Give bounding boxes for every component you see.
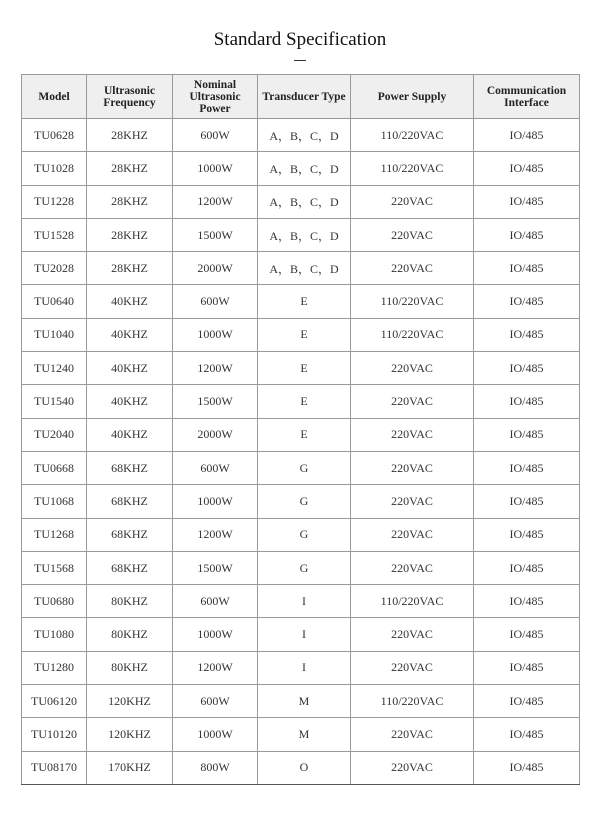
cell-power-supply: 220VAC [351, 518, 474, 551]
cell-model: TU1268 [22, 518, 87, 551]
cell-power: 800W [173, 751, 258, 784]
header-ultrasonic-frequency: Ultrasonic Frequency [87, 75, 173, 119]
cell-model: TU2040 [22, 418, 87, 451]
table-row [22, 618, 580, 651]
cell-power-supply: 220VAC [351, 252, 474, 285]
table-row [22, 152, 580, 185]
cell-interface: IO/485 [474, 119, 580, 152]
cell-power: 600W [173, 685, 258, 718]
cell-power-supply: 220VAC [351, 218, 474, 251]
cell-power-supply: 110/220VAC [351, 585, 474, 618]
cell-frequency: 68KHZ [87, 451, 173, 484]
table-row [22, 451, 580, 484]
cell-interface: IO/485 [474, 285, 580, 318]
cell-interface: IO/485 [474, 252, 580, 285]
cell-interface: IO/485 [474, 718, 580, 751]
title-underline [294, 60, 306, 61]
table-row [22, 285, 580, 318]
cell-frequency: 40KHZ [87, 318, 173, 351]
cell-power: 1500W [173, 551, 258, 584]
cell-frequency: 120KHZ [87, 718, 173, 751]
cell-power-supply: 220VAC [351, 618, 474, 651]
cell-power-supply: 220VAC [351, 185, 474, 218]
header-nominal-ultrasonic-power: Nominal Ultrasonic Power [173, 75, 258, 119]
cell-model: TU1568 [22, 551, 87, 584]
cell-model: TU1528 [22, 218, 87, 251]
cell-transducer-type: A，B，C，D [258, 252, 351, 285]
cell-power: 600W [173, 585, 258, 618]
table-row [22, 185, 580, 218]
cell-transducer-type: O [258, 751, 351, 784]
cell-power: 2000W [173, 418, 258, 451]
table-row [22, 685, 580, 718]
cell-frequency: 80KHZ [87, 651, 173, 684]
cell-frequency: 28KHZ [87, 152, 173, 185]
cell-model: TU1068 [22, 485, 87, 518]
cell-transducer-type: E [258, 385, 351, 418]
cell-frequency: 40KHZ [87, 385, 173, 418]
cell-interface: IO/485 [474, 751, 580, 784]
table-row [22, 718, 580, 751]
cell-interface: IO/485 [474, 485, 580, 518]
cell-power: 1500W [173, 385, 258, 418]
cell-frequency: 40KHZ [87, 285, 173, 318]
cell-power-supply: 220VAC [351, 551, 474, 584]
cell-frequency: 28KHZ [87, 218, 173, 251]
cell-interface: IO/485 [474, 585, 580, 618]
cell-frequency: 120KHZ [87, 685, 173, 718]
table-row [22, 385, 580, 418]
cell-transducer-type: I [258, 585, 351, 618]
table-header-row [22, 75, 580, 119]
cell-frequency: 28KHZ [87, 119, 173, 152]
cell-interface: IO/485 [474, 618, 580, 651]
cell-interface: IO/485 [474, 352, 580, 385]
table-row [22, 518, 580, 551]
table-row [22, 551, 580, 584]
cell-transducer-type: G [258, 518, 351, 551]
cell-power: 1500W [173, 218, 258, 251]
page-title: Standard Specification [213, 29, 387, 50]
cell-interface: IO/485 [474, 551, 580, 584]
cell-power: 600W [173, 451, 258, 484]
cell-model: TU10120 [22, 718, 87, 751]
table-row [22, 418, 580, 451]
cell-frequency: 80KHZ [87, 618, 173, 651]
cell-power: 1200W [173, 518, 258, 551]
specification-table [21, 74, 580, 785]
cell-frequency: 28KHZ [87, 252, 173, 285]
cell-model: TU2028 [22, 252, 87, 285]
cell-transducer-type: G [258, 485, 351, 518]
cell-model: TU0668 [22, 451, 87, 484]
cell-model: TU0628 [22, 119, 87, 152]
table-row [22, 751, 580, 784]
cell-power-supply: 220VAC [351, 485, 474, 518]
cell-transducer-type: G [258, 551, 351, 584]
table-row [22, 585, 580, 618]
cell-frequency: 28KHZ [87, 185, 173, 218]
header-model: Model [22, 75, 87, 119]
cell-transducer-type: A，B，C，D [258, 218, 351, 251]
cell-power-supply: 220VAC [351, 418, 474, 451]
cell-frequency: 68KHZ [87, 551, 173, 584]
header-power-supply: Power Supply [351, 75, 474, 119]
table-row [22, 218, 580, 251]
cell-power: 1000W [173, 618, 258, 651]
cell-interface: IO/485 [474, 451, 580, 484]
cell-model: TU0680 [22, 585, 87, 618]
cell-power: 1200W [173, 185, 258, 218]
table-body [22, 119, 580, 785]
cell-model: TU1228 [22, 185, 87, 218]
cell-transducer-type: I [258, 618, 351, 651]
cell-power-supply: 220VAC [351, 385, 474, 418]
cell-transducer-type: E [258, 352, 351, 385]
cell-frequency: 40KHZ [87, 352, 173, 385]
table-row [22, 485, 580, 518]
cell-interface: IO/485 [474, 318, 580, 351]
table-row [22, 119, 580, 152]
cell-power-supply: 220VAC [351, 352, 474, 385]
table-row [22, 318, 580, 351]
cell-frequency: 40KHZ [87, 418, 173, 451]
cell-power-supply: 110/220VAC [351, 318, 474, 351]
cell-power: 600W [173, 285, 258, 318]
cell-transducer-type: A，B，C，D [258, 185, 351, 218]
cell-interface: IO/485 [474, 185, 580, 218]
cell-transducer-type: I [258, 651, 351, 684]
cell-model: TU0640 [22, 285, 87, 318]
cell-power-supply: 110/220VAC [351, 152, 474, 185]
cell-power: 1200W [173, 352, 258, 385]
cell-power: 1000W [173, 485, 258, 518]
cell-interface: IO/485 [474, 685, 580, 718]
cell-power: 1000W [173, 152, 258, 185]
header-communication-interface: Communication Interface [474, 75, 580, 119]
cell-transducer-type: G [258, 451, 351, 484]
cell-power-supply: 110/220VAC [351, 285, 474, 318]
cell-interface: IO/485 [474, 651, 580, 684]
cell-interface: IO/485 [474, 385, 580, 418]
cell-frequency: 68KHZ [87, 518, 173, 551]
table-row [22, 352, 580, 385]
cell-power-supply: 110/220VAC [351, 685, 474, 718]
cell-transducer-type: E [258, 318, 351, 351]
cell-frequency: 170KHZ [87, 751, 173, 784]
cell-interface: IO/485 [474, 518, 580, 551]
cell-model: TU08170 [22, 751, 87, 784]
cell-model: TU06120 [22, 685, 87, 718]
cell-model: TU1540 [22, 385, 87, 418]
cell-power: 1000W [173, 718, 258, 751]
cell-transducer-type: M [258, 718, 351, 751]
cell-frequency: 80KHZ [87, 585, 173, 618]
cell-frequency: 68KHZ [87, 485, 173, 518]
cell-power-supply: 220VAC [351, 651, 474, 684]
cell-transducer-type: A，B，C，D [258, 119, 351, 152]
table-row [22, 651, 580, 684]
cell-power: 2000W [173, 252, 258, 285]
cell-transducer-type: E [258, 285, 351, 318]
cell-power-supply: 220VAC [351, 451, 474, 484]
cell-transducer-type: M [258, 685, 351, 718]
cell-interface: IO/485 [474, 152, 580, 185]
cell-power: 600W [173, 119, 258, 152]
cell-model: TU1240 [22, 352, 87, 385]
cell-transducer-type: E [258, 418, 351, 451]
cell-transducer-type: A，B，C，D [258, 152, 351, 185]
cell-power: 1200W [173, 651, 258, 684]
header-transducer-type: Transducer Type [258, 75, 351, 119]
cell-power-supply: 110/220VAC [351, 119, 474, 152]
table-row [22, 252, 580, 285]
cell-power-supply: 220VAC [351, 751, 474, 784]
cell-power: 1000W [173, 318, 258, 351]
cell-model: TU1080 [22, 618, 87, 651]
cell-model: TU1040 [22, 318, 87, 351]
cell-interface: IO/485 [474, 218, 580, 251]
cell-model: TU1280 [22, 651, 87, 684]
cell-model: TU1028 [22, 152, 87, 185]
cell-power-supply: 220VAC [351, 718, 474, 751]
cell-interface: IO/485 [474, 418, 580, 451]
